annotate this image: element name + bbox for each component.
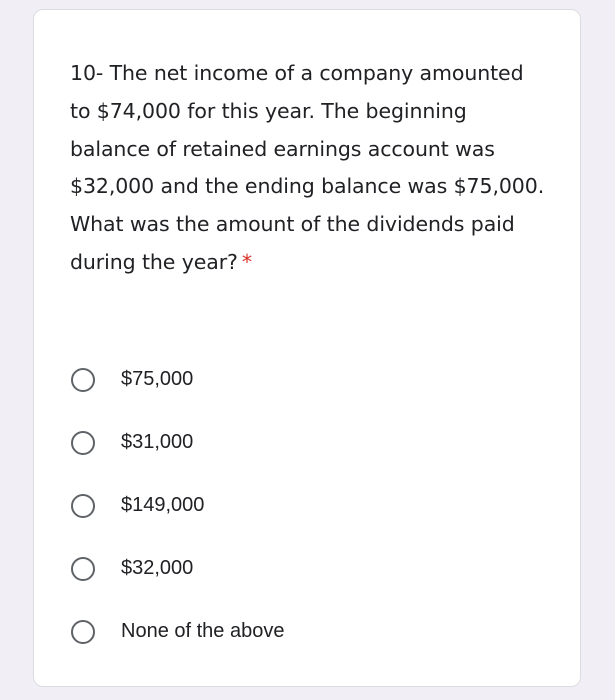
radio-button-icon[interactable] xyxy=(71,620,95,644)
required-marker: * xyxy=(241,249,252,274)
option-none-of-the-above[interactable] xyxy=(71,600,284,663)
option-75000[interactable] xyxy=(71,348,284,411)
option-32000[interactable] xyxy=(71,537,284,600)
option-label: None of the above xyxy=(121,620,285,642)
question-card xyxy=(33,9,581,687)
option-31000[interactable] xyxy=(71,411,284,474)
option-label: $32,000 xyxy=(121,557,194,579)
radio-button-icon[interactable] xyxy=(71,368,95,392)
option-149000[interactable] xyxy=(71,474,284,537)
question-title xyxy=(70,55,550,282)
radio-button-icon[interactable] xyxy=(71,431,95,455)
option-label: $75,000 xyxy=(121,368,194,390)
option-label: $31,000 xyxy=(121,431,194,453)
radio-button-icon[interactable] xyxy=(71,557,95,581)
question-text: 10- The net income of a company amounted to $74,000 for this year. The beginning balance of retained earnings account was $32,000 and the ending balance was $75,000. What was the amount of the dividends paid during the year? xyxy=(70,61,545,274)
answer-options xyxy=(71,348,284,663)
radio-button-icon[interactable] xyxy=(71,494,95,518)
option-label: $149,000 xyxy=(121,494,205,516)
